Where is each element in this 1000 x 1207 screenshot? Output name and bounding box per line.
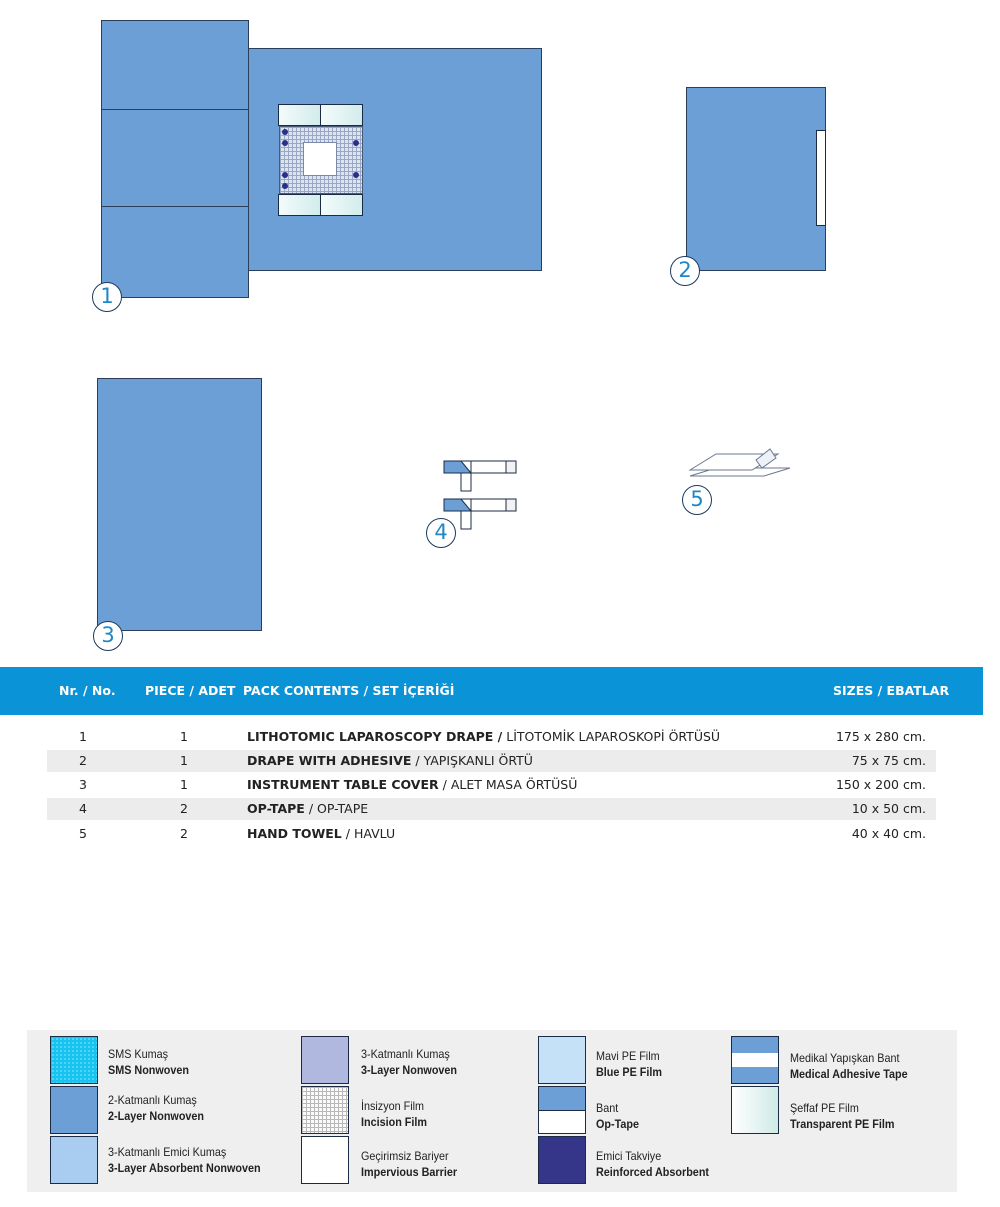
row-number: 2	[79, 753, 87, 768]
table-row	[47, 774, 936, 796]
material-legend	[27, 1030, 957, 1192]
item-marker-5: 5	[682, 485, 712, 515]
header-piece: PIECE / ADET	[145, 683, 236, 698]
legend-three-layer: 3-Katmanlı Kumaş 3-Layer Nonwoven	[361, 1047, 458, 1077]
row-name-tr: / HAVLU	[341, 826, 396, 841]
row-contents	[247, 823, 395, 845]
item-marker-1: 1	[92, 282, 122, 312]
row-contents	[247, 774, 577, 796]
swatch-reinforced	[538, 1136, 586, 1184]
adhesive-strip	[816, 130, 826, 226]
row-contents	[247, 726, 720, 748]
legend-op-tape: Bant Op-Tape	[596, 1101, 640, 1131]
legend-transparent-pe: Şeffaf PE Film Transparent PE Film	[790, 1101, 895, 1131]
swatch-sms	[50, 1036, 98, 1084]
table-row	[47, 750, 936, 772]
row-piece: 1	[180, 777, 188, 792]
tube-holder-dot	[282, 140, 288, 146]
header-contents: PACK CONTENTS / SET İÇERİĞİ	[243, 683, 455, 698]
row-piece: 2	[180, 801, 188, 816]
row-piece: 2	[180, 826, 188, 841]
row-name-tr: / ALET MASA ÖRTÜSÜ	[438, 777, 578, 792]
tube-holder-dot	[282, 129, 288, 135]
row-number: 5	[79, 826, 87, 841]
drape-leg-panel-middle	[101, 109, 249, 207]
legend-absorbent: 3-Katmanlı Emici Kumaş 3-Layer Absorbent Nonwoven	[108, 1145, 261, 1175]
legend-impervious: Geçirimsiz Bariyer Impervious Barrier	[361, 1149, 458, 1179]
row-number: 3	[79, 777, 87, 792]
row-name-en: DRAPE WITH ADHESIVE	[247, 753, 412, 768]
row-name-tr: / YAPIŞKANLI ÖRTÜ	[411, 753, 533, 768]
header-number: Nr. / No.	[59, 683, 116, 698]
adhesive-strip-bottom-left	[278, 194, 321, 216]
row-piece: 1	[180, 729, 188, 744]
row-name-en: HAND TOWEL	[247, 826, 342, 841]
table-row	[47, 823, 936, 845]
adhesive-strip-top-left	[278, 104, 321, 126]
row-size: 175 x 280 cm.	[835, 729, 926, 744]
item-marker-3: 3	[93, 621, 123, 651]
row-number: 1	[79, 729, 87, 744]
table-row	[47, 726, 936, 748]
tube-holder-dot	[353, 172, 359, 178]
header-sizes: SIZES / EBATLAR	[833, 683, 950, 698]
table-row	[47, 798, 936, 820]
row-size: 150 x 200 cm.	[835, 777, 926, 792]
swatch-medical-tape	[731, 1036, 779, 1084]
swatch-transparent-pe	[731, 1086, 779, 1134]
row-name-en: INSTRUMENT TABLE COVER	[247, 777, 439, 792]
tube-holder-dot	[282, 183, 288, 189]
row-name-tr: / OP-TAPE	[304, 801, 369, 816]
swatch-three-layer	[301, 1036, 349, 1084]
legend-blue-pe: Mavi PE Film Blue PE Film	[596, 1049, 663, 1079]
legend-medical-tape: Medikal Yapışkan Bant Medical Adhesive Tape	[790, 1051, 908, 1081]
legend-incision: İnsizyon Film Incision Film	[361, 1099, 428, 1129]
table-cover-illustration	[97, 378, 262, 631]
fenestration-opening	[303, 142, 337, 176]
row-name-en: LITHOTOMIC LAPAROSCOPY DRAPE /	[247, 729, 503, 744]
row-number: 4	[79, 801, 87, 816]
item-marker-2: 2	[670, 256, 700, 286]
row-size: 40 x 40 cm.	[851, 826, 926, 841]
swatch-absorbent	[50, 1136, 98, 1184]
swatch-impervious	[301, 1136, 349, 1184]
row-size: 10 x 50 cm.	[851, 801, 926, 816]
swatch-blue-pe	[538, 1036, 586, 1084]
legend-reinforced: Emici Takviye Reinforced Absorbent	[596, 1149, 710, 1179]
drape-leg-panel-bottom	[101, 206, 249, 298]
item-marker-4: 4	[426, 518, 456, 548]
swatch-incision	[301, 1086, 349, 1134]
legend-two-layer: 2-Katmanlı Kumaş 2-Layer Nonwoven	[108, 1093, 205, 1123]
drape-leg-panel-top	[101, 20, 249, 110]
row-name-en: OP-TAPE	[247, 801, 305, 816]
row-name-tr: LİTOTOMİK LAPAROSKOPİ ÖRTÜSÜ	[502, 729, 721, 744]
tube-holder-dot	[353, 140, 359, 146]
row-contents	[247, 798, 368, 820]
row-size: 75 x 75 cm.	[851, 753, 926, 768]
adhesive-drape-illustration	[686, 87, 826, 271]
adhesive-strip-top-right	[320, 104, 363, 126]
row-piece: 1	[180, 753, 188, 768]
swatch-op-tape	[538, 1086, 586, 1134]
table-header	[0, 667, 983, 715]
swatch-two-layer	[50, 1086, 98, 1134]
tube-holder-dot	[282, 172, 288, 178]
row-contents	[247, 750, 533, 772]
adhesive-strip-bottom-right	[320, 194, 363, 216]
legend-sms: SMS Kumaş SMS Nonwoven	[108, 1047, 190, 1077]
